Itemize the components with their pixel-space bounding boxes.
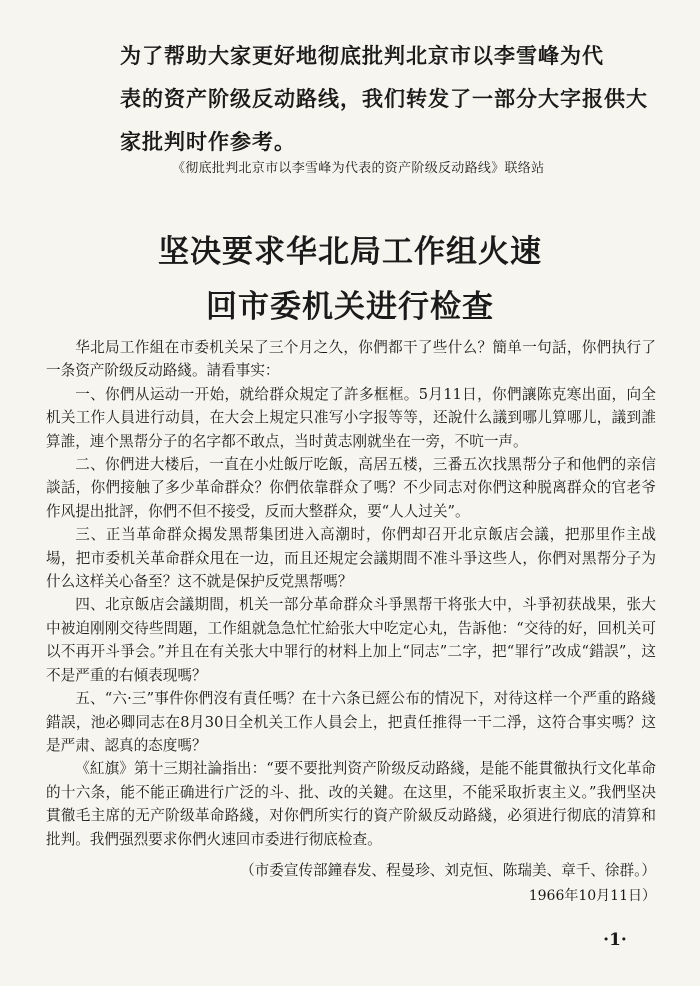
source-attribution: 《彻底批判北京市以李雪峰为代表的资产阶级反动路线》联络站 xyxy=(172,161,545,176)
body-paragraph: 一、你們从运动一开始，就给群众規定了許多框框。5月11日，你們讓陈克寒出面，向全机关工作人員进行动員，在大会上規定只准写小字报等等，还說什么議到哪儿算哪儿，議到誰算誰，連个黑帮分子的名字都不敢点，当时黄志刚就坐在一旁，不吭一声。 xyxy=(46,385,656,450)
page-number: ·1· xyxy=(603,930,627,950)
body-paragraph: 《紅旗》第十三期社論指出：“要不要批判资产阶级反动路綫，是能不能貫徹执行文化革命的十六条，能不能正确进行广泛的斗、批、改的关鍵。在这里，不能采取折衷主义。”我們坚决貫徹毛主席的无产阶级革命路綫，对你們所实行的資产阶級反动路綫，必須进行彻底的清算和批判。我們强烈要求你們火速回市委进行彻底检查。 xyxy=(46,760,656,848)
body-paragraph: 五、“六·三”事件你們沒有責任嗎？在十六条已經公布的情况下，对待这样一个严重的路綫錯誤，池必卿同志在8月30日全机关工作人員会上，把責任推得一干二淨，这符合事实嗎？这是严肃、認真的态度嗎？ xyxy=(46,690,656,754)
signature-line: （市委宣传部鐘春发、程曼珍、刘克恒、陈瑞美、章千、徐群。） xyxy=(240,862,656,879)
preface-note xyxy=(120,34,650,163)
body-paragraph: 三、正当革命群众揭发黑帮集团进入高潮时，你們却召开北京飯店会議，把那里作主战場，把市委机关革命群众甩在一边，而且还規定会議期間不准斗爭这些人，你們对黑帮分子为什么这样关心备至？这不就是保护反党黑帮嗎？ xyxy=(46,526,656,591)
preface-line: 为了帮助大家更好地彻底批判北京市以李雪峰为代 xyxy=(120,43,604,68)
title-line-2: 回市委机关进行检查 xyxy=(206,289,494,325)
date-line: 1966年10月11日） xyxy=(528,888,656,904)
body-text xyxy=(46,336,656,851)
preface-line: 表的资产阶级反动路线，我们转发了一部分大字报供大 xyxy=(120,86,648,111)
body-paragraph: 二、你們进大楼后，一直在小灶飯厅吃飯，高居五楼，三番五次找黑帮分子和他們的亲信談話，你們接触了多少革命群众？你們依靠群众了嗎？不少同志对你們这种脱离群众的官老爷作风提出批評，你們不但不接受，反而大整群众，要“人人过关”。 xyxy=(46,456,656,520)
body-paragraph: 华北局工作組在市委机关呆了三个月之久，你們都干了些什么？簡单一句話，你們执行了一条资产阶级反动路綫。請看事实： xyxy=(46,339,656,380)
body-paragraph: 四、北京飯店会議期間，机关一部分革命群众斗爭黑帮干将张大中，斗爭初获战果，张大中被迫刚刚交待些問題，工作組就急急忙忙給张大中吃定心丸，告訴他：“交待的好，回机关可以不再开斗爭会。”并且在有关张大中罪行的材料上加上“同志”二字，把“罪行”改成“錯誤”，这不是严重的右傾表现嗎？ xyxy=(46,596,656,684)
title-line-1: 坚决要求华北局工作组火速 xyxy=(158,234,542,270)
preface-line: 家批判时作参考。 xyxy=(120,129,296,154)
